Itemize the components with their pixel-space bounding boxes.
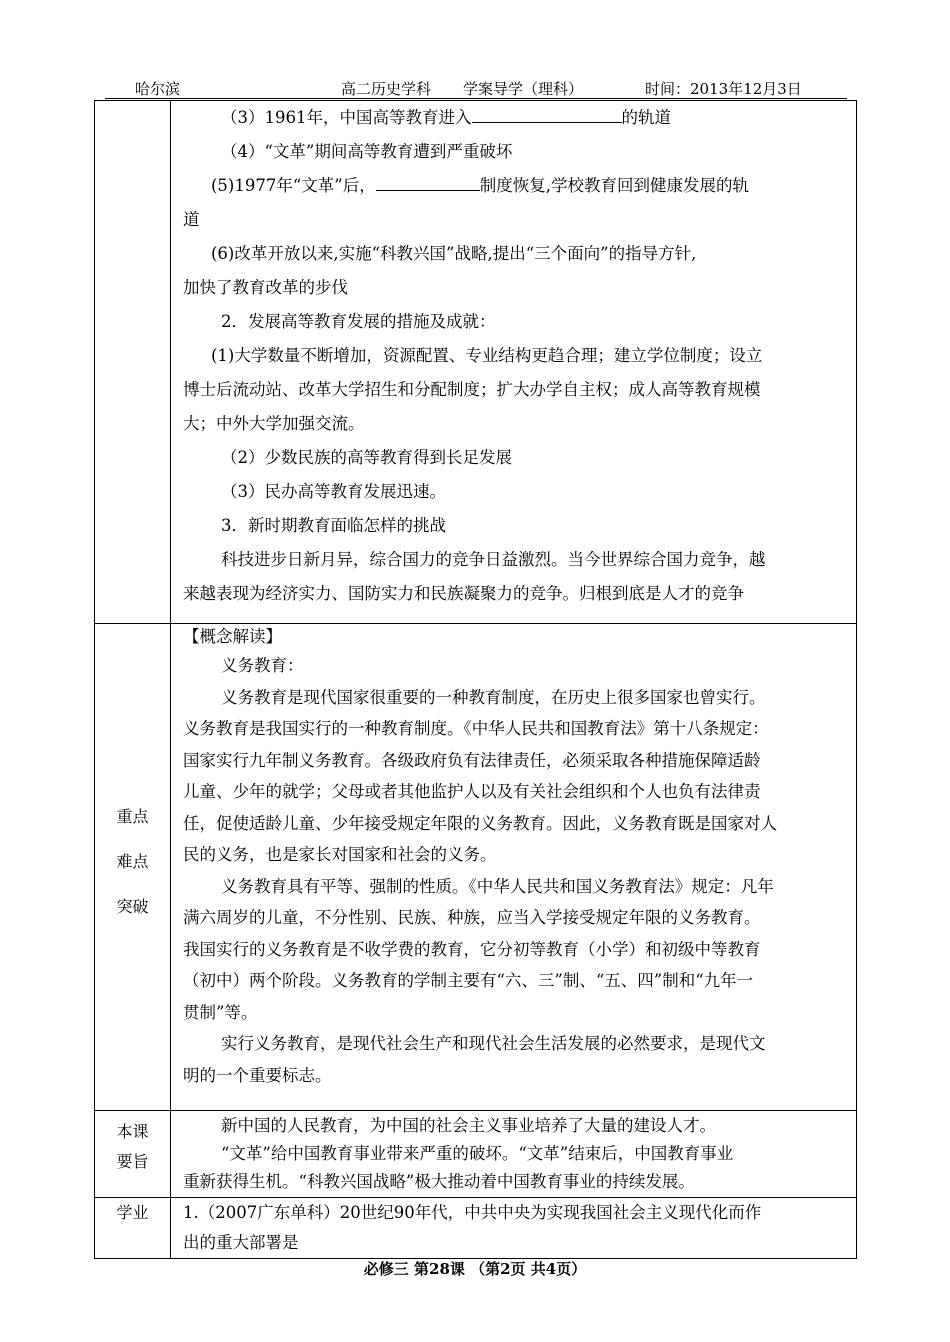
section-keypoints-label xyxy=(95,624,171,1111)
content-line: 义务教育： xyxy=(221,656,304,675)
fill-blank[interactable] xyxy=(376,176,480,191)
header-subject: 高二历史学科 xyxy=(341,80,432,98)
content-line: 贯制”等。 xyxy=(183,1002,258,1022)
label-line: 重点 xyxy=(116,807,149,826)
label-line: 本课 xyxy=(116,1122,149,1141)
content-line: 大；中外大学加强交流。 xyxy=(183,414,365,433)
fill-blank[interactable] xyxy=(472,108,622,123)
question-line: 1.（2007广东单科）20世纪90年代，中共中央为实现我国社会主义现代化而作 xyxy=(183,1203,762,1222)
content-line: 科技进步日新月异，综合国力的竞争日益激烈。当今世界综合国力竞争，越 xyxy=(221,550,766,569)
content-line: 满六周岁的儿童，不分性别、民族、种族，应当入学接受规定年限的义务教育。 xyxy=(183,908,761,927)
content-line: （初中）两个阶段。义务教育的学制主要有“六、三”制、“五、四”制和“九年一 xyxy=(183,971,754,990)
header-guide: 学案导学（理科） xyxy=(463,80,584,98)
content-line: (5)1977年“文革”后， 制度恢复,学校教育回到健康发展的轨 xyxy=(211,176,749,195)
section-history-label xyxy=(95,101,171,624)
content-line: 民的义务，也是家长对国家和社会的义务。 xyxy=(183,845,497,864)
label-line: 突破 xyxy=(116,897,149,916)
content-line: 3．新时期教育面临怎样的挑战 xyxy=(221,516,446,535)
section-exercise-label xyxy=(95,1198,171,1259)
content-line: （4）“文革”期间高等教育遭到严重破坏 xyxy=(221,142,513,161)
section-history-row xyxy=(95,101,857,624)
section-keypoints-content xyxy=(171,624,857,1111)
page-header xyxy=(105,76,847,99)
content-line: (1)大学数量不断增加，资源配置、专业结构更趋合理；建立学位制度；设立 xyxy=(211,346,763,365)
content-line: 新中国的人民教育，为中国的社会主义事业培养了大量的建设人才。 xyxy=(221,1116,716,1135)
label-line: 要旨 xyxy=(116,1152,149,1171)
content-line: 加快了教育改革的步伐 xyxy=(183,278,348,297)
content-line: 义务教育具有平等、强制的性质。《中华人民共和国义务教育法》规定：凡年 xyxy=(221,876,774,896)
content-line: 任，促使适龄儿童、少年接受规定年限的义务教育。因此，义务教育既是国家对人 xyxy=(183,813,777,833)
header-date: 时间：2013年12月3日 xyxy=(645,80,802,98)
section-exercise-row xyxy=(95,1198,857,1259)
section-exercise-content xyxy=(171,1198,857,1259)
content-line: （2）少数民族的高等教育得到长足发展 xyxy=(221,448,512,467)
question-line: 出的重大部署是 xyxy=(183,1233,299,1252)
content-line: 义务教育是我国实行的一种教育制度。《中华人民共和国教育法》第十八条规定： xyxy=(183,719,769,738)
content-line: 来越表现为经济实力、国防实力和民族凝聚力的竞争。归根到底是人才的竞争 xyxy=(183,584,744,603)
content-line: 重新获得生机。“科教兴国战略”极大推动着中国教育事业的持续发展。 xyxy=(183,1172,695,1191)
content-line: （3）1961年，中国高等教育进入 的轨道 xyxy=(221,108,671,127)
content-line: 义务教育是现代国家很重要的一种教育制度，在历史上很多国家也曾实行。 xyxy=(221,687,766,707)
content-line: (6)改革开放以来,实施“科教兴国”战略,提出“三个面向”的指导方针, xyxy=(211,244,697,263)
header-city: 哈尔滨 xyxy=(135,80,181,98)
section-summary-row xyxy=(95,1111,857,1198)
label-line: 学业 xyxy=(116,1203,149,1222)
section-summary-label xyxy=(95,1111,171,1198)
label-line: 难点 xyxy=(116,852,149,871)
worksheet-table xyxy=(94,100,857,1259)
content-line: “文革”给中国教育事业带来严重的破坏。“文革”结束后，中国教育事业 xyxy=(221,1144,734,1163)
content-line: 博士后流动站、改革大学招生和分配制度；扩大办学自主权；成人高等教育规模 xyxy=(183,380,761,399)
content-line: 明的一个重要标志。 xyxy=(183,1065,332,1085)
section-history-content xyxy=(171,101,857,624)
concept-heading: 【概念解读】 xyxy=(183,627,282,646)
content-line: （3）民办高等教育发展迅速。 xyxy=(221,482,446,501)
content-line: 2．发展高等教育发展的措施及成就： xyxy=(221,312,496,331)
section-summary-content xyxy=(171,1111,857,1198)
section-keypoints-row xyxy=(95,624,857,1111)
content-line: 国家实行九年制义务教育。各级政府负有法律责任，必须采取各种措施保障适龄 xyxy=(183,750,761,770)
content-line: 实行义务教育，是现代社会生产和现代社会生活发展的必然要求，是现代文 xyxy=(221,1034,766,1053)
content-line: 道 xyxy=(183,210,200,229)
content-line: 我国实行的义务教育是不收学费的教育，它分初等教育（小学）和初级中等教育 xyxy=(183,939,761,959)
page-footer: 必修三 第28课 （第2页 共4页） xyxy=(363,1260,587,1278)
content-line: 儿童、少年的就学；父母或者其他监护人以及有关社会组织和个人也负有法律责 xyxy=(183,782,761,801)
